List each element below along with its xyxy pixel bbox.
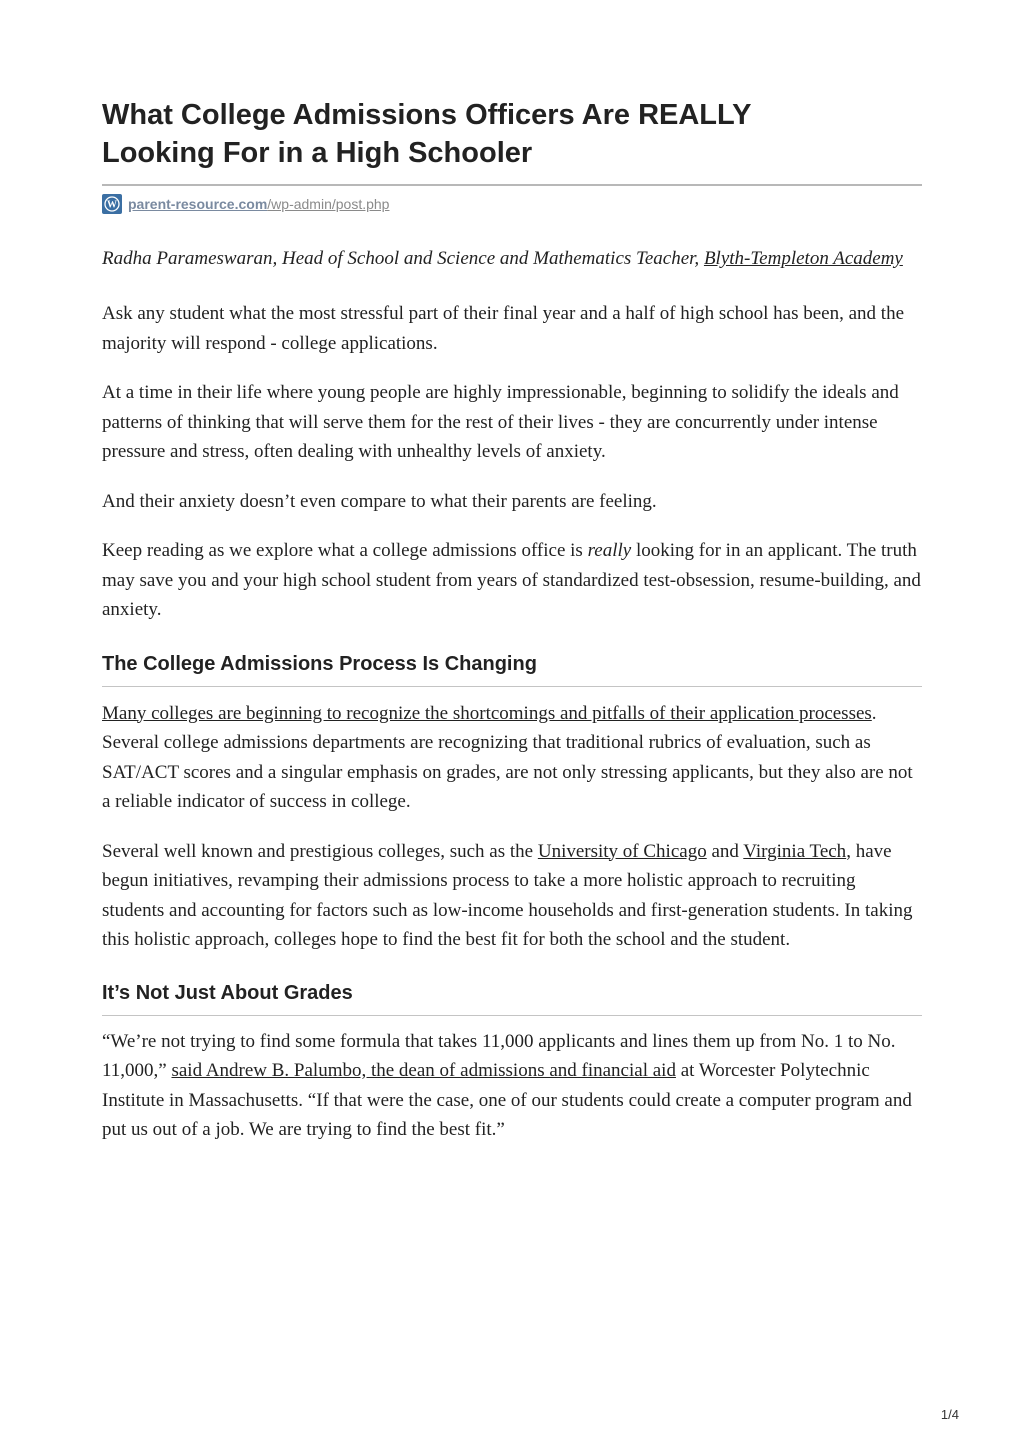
palumbo-quote-link[interactable]: said Andrew B. Palumbo, the dean of admissions and financial aid bbox=[171, 1060, 676, 1081]
section-1-paragraph-2 bbox=[102, 837, 922, 955]
source-domain-link[interactable]: parent-resource.com bbox=[128, 196, 268, 212]
paragraph-4-emphasis: really bbox=[587, 540, 632, 561]
svg-text:W: W bbox=[107, 199, 117, 211]
byline-text: Radha Parameswaran, Head of School and Science and Mathematics Teacher, bbox=[102, 248, 704, 269]
source-path-link[interactable]: /wp-admin/post.php bbox=[267, 196, 390, 212]
colleges-recognize-link[interactable]: Many colleges are beginning to recognize the shortcomings and pitfalls of their application processes bbox=[102, 702, 872, 724]
paragraph-2: At a time in their life where young people are highly impressionable, beginning to solidify the ideals and patterns of thinking that will serve them for the rest of their lives - they are concurrently under intense pressure and stress, often dealing with unhealthy levels of anxiety. bbox=[102, 382, 899, 462]
wordpress-icon bbox=[102, 194, 122, 214]
byline-school-link[interactable]: Blyth-Templeton Academy bbox=[703, 248, 903, 269]
section-heading-admissions-changing: The College Admissions Process Is Changing bbox=[102, 652, 537, 675]
section-2-paragraph-1 bbox=[102, 1027, 922, 1145]
section-1-paragraph-1-text: . Several college admissions departments are recognizing that traditional rubrics of evaluation, such as SAT/ACT scores and a singular emphasis on grades, are not only stressing applicants, but they also are not a reliable indicator of success in college. bbox=[102, 702, 913, 812]
section-1-paragraph-2-text-a: Several well known and prestigious colleges, such as the bbox=[102, 840, 538, 862]
byline bbox=[102, 244, 922, 274]
paragraph-4-text-a: Keep reading as we explore what a college admissions office is bbox=[102, 540, 588, 561]
page-number: 1/4 bbox=[940, 1407, 959, 1422]
virginia-tech-link[interactable]: Virginia Tech bbox=[743, 840, 847, 862]
section-2-paragraph-1-text-b: at Worcester Polytechnic Institute in Massachusetts. “If that were the case, one of our students could create a computer program and put us out of a job. We are trying to find the best fit.” bbox=[102, 1060, 912, 1140]
section-1-paragraph-2-text-b: and bbox=[706, 840, 744, 862]
article-title bbox=[102, 96, 922, 172]
section-divider bbox=[102, 686, 922, 687]
university-of-chicago-link[interactable]: University of Chicago bbox=[537, 840, 707, 862]
source-line bbox=[102, 194, 922, 214]
section-heading-not-just-grades: It’s Not Just About Grades bbox=[102, 981, 353, 1004]
paragraph-3: And their anxiety doesn’t even compare to what their parents are feeling. bbox=[102, 490, 657, 512]
title-line-2: Looking For in a High Schooler bbox=[102, 137, 533, 169]
section-2-paragraph-1-text-a: “We’re not trying to find some formula that takes 11,000 applicants and lines them up from No. 1 to No. 11,000,” bbox=[102, 1030, 896, 1081]
title-line-1: What College Admissions Officers Are REALLY bbox=[102, 99, 752, 131]
paragraph-1: Ask any student what the most stressful part of their final year and a half of high school has been, and the majority will respond - college applications. bbox=[102, 303, 905, 354]
section-1-paragraph-1 bbox=[102, 699, 922, 817]
section-1-paragraph-2-text-c: , have begun initiatives, revamping their admissions process to take a more holistic approach to recruiting students and accounting for factors such as low-income households and first-generation students. In taking this holistic approach, colleges hope to find the best fit for both the school and the student. bbox=[102, 840, 913, 950]
paragraph-4 bbox=[102, 536, 922, 625]
title-divider bbox=[102, 184, 922, 186]
section-divider bbox=[102, 1015, 922, 1016]
document-page bbox=[102, 96, 922, 1145]
paragraph-4-text-b: looking for in an applicant. The truth may save you and your high school student from years of standardized test-obsession, resume-building, and anxiety. bbox=[102, 540, 921, 620]
